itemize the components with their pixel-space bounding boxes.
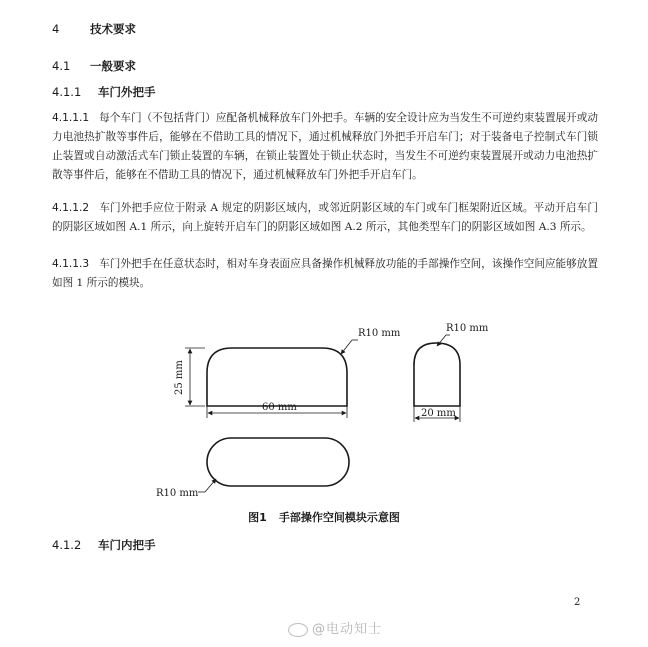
small-module-outline [414, 343, 460, 406]
section-4-heading [52, 21, 136, 37]
section-title: 车门外把手 [98, 85, 156, 99]
section-title: 一般要求 [90, 59, 136, 73]
section-number: 4.1 [52, 59, 71, 73]
caption-text: 手部操作空间模块示意图 [278, 511, 400, 524]
paragraph-number: 4.1.1.2 [52, 202, 90, 214]
section-number: 4.1.2 [52, 538, 82, 552]
section-4-1-1-heading [52, 84, 156, 100]
paragraph-text: 每个车门（不包括背门）应配备机械释放车门外把手。车辆的安全设计应为当发生不可逆约束装置展开或动力电池热扩散等事件后，能够在不借助工具的情况下，通过机械释放门外把手开启车门；对于装备电子控制式车门锁止装置或自动激活式车门锁止装置的车辆，在锁止装置处于锁止状态时，当发生不可逆约束装置展开或动力电池热扩散等事件后，能够在不借助工具的情况下，通过机械释放车门外把手开启车门。 [52, 112, 598, 181]
section-title: 技术要求 [90, 22, 136, 36]
figure-caption [0, 509, 648, 525]
figure-drawing [150, 318, 510, 508]
section-number: 4 [52, 22, 60, 36]
radius-label-small: R10 mm [446, 323, 489, 334]
paragraph-text: 车门外把手在任意状态时，相对车身表面应具备操作机械释放功能的手部操作空间，该操作空间应能够放置如图 1 所示的模块。 [52, 258, 598, 289]
paragraph-4-1-1-2 [52, 199, 598, 237]
large-module-outline [207, 348, 347, 406]
watermark-text: @电动知士 [312, 622, 383, 637]
watermark [288, 618, 382, 637]
width-dimension-label-large: 60 mm [262, 402, 297, 413]
radius-label-large: R10 mm [358, 328, 401, 339]
paragraph-number: 4.1.1.3 [52, 258, 90, 270]
width-dimension-label-small: 20 mm [421, 408, 456, 419]
height-dimension-label: 25 mm [174, 360, 185, 395]
section-title: 车门内把手 [98, 538, 156, 552]
paragraph-number: 4.1.1.1 [52, 112, 90, 124]
section-number: 4.1.1 [52, 85, 82, 99]
page-number: 2 [574, 597, 581, 608]
caption-number: 图1 [248, 511, 267, 524]
paragraph-4-1-1-1 [52, 109, 598, 185]
paragraph-text: 车门外把手应位于附录 A 规定的阴影区域内，或邻近阴影区域的车门或车门框架附近区域。平动开启车门的阴影区域如图 A.1 所示，向上旋转开启车门的阴影区域如图 A.2 所示，其他类型车门的阴影区域如图 A.3 所示。 [52, 202, 598, 233]
section-4-1-heading [52, 58, 136, 74]
figure-hand-space-module [150, 318, 510, 508]
bottom-module-outline [207, 438, 349, 486]
weibo-icon [288, 623, 308, 637]
radius-label-bottom: R10 mm [156, 488, 199, 499]
paragraph-4-1-1-3 [52, 255, 598, 293]
section-4-1-2-heading [52, 537, 156, 553]
